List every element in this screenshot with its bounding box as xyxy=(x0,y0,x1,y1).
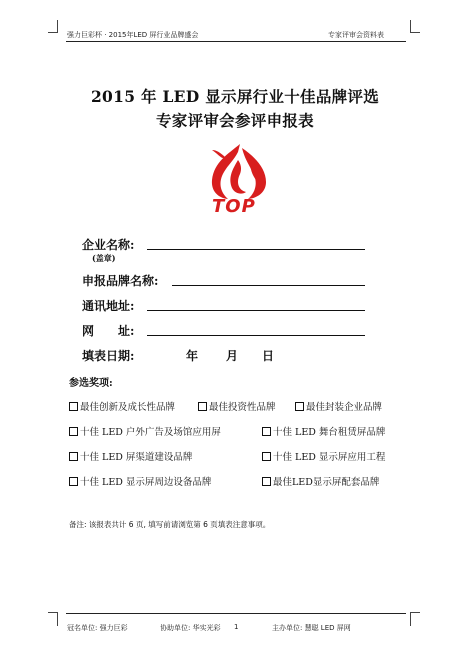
crop-mark xyxy=(48,32,58,33)
checkbox-icon[interactable] xyxy=(69,427,78,436)
footer-sponsor: 协助单位: 华实光彩 xyxy=(160,624,221,632)
page-subtitle: 专家评审会参评申报表 xyxy=(155,111,314,130)
checkbox-icon[interactable] xyxy=(69,477,78,486)
page-title: 2015 年 LED 显示屏行业十佳品牌评选 xyxy=(90,87,380,106)
note-text: 备注: 该报表共计 6 页, 填写前请浏览第 6 页填表注意事项。 xyxy=(69,520,271,529)
award-option[interactable]: 十佳 LED 屏渠道建设品牌 xyxy=(69,449,192,463)
footer-organizer: 冠名单位: 强力巨彩 xyxy=(67,624,128,632)
award-option[interactable]: 十佳 LED 户外广告及场馆应用屏 xyxy=(69,424,221,438)
checkbox-icon[interactable] xyxy=(198,402,207,411)
logo-text: TOP xyxy=(212,196,256,217)
footer-host: 主办单位: 慧聪 LED 屏网 xyxy=(272,624,351,632)
checkbox-icon[interactable] xyxy=(262,477,271,486)
date-label: 填表日期: xyxy=(82,349,135,363)
checkbox-icon[interactable] xyxy=(262,452,271,461)
crop-mark xyxy=(410,612,411,626)
header-left: 强力巨彩杯 · 2015年LED 屏行业品牌盛会 xyxy=(67,31,199,39)
checkbox-icon[interactable] xyxy=(262,427,271,436)
checkbox-icon[interactable] xyxy=(295,402,304,411)
company-name-label: 企业名称: xyxy=(82,238,135,252)
brand-name-field[interactable] xyxy=(172,285,365,286)
checkbox-icon[interactable] xyxy=(69,452,78,461)
crop-mark xyxy=(48,612,58,613)
page-number: 1 xyxy=(234,623,239,631)
crop-mark xyxy=(410,32,420,33)
award-option[interactable]: 最佳投资性品牌 xyxy=(198,399,276,413)
company-name-field[interactable] xyxy=(147,249,365,250)
address-field[interactable] xyxy=(147,310,365,311)
award-option[interactable]: 最佳LED显示屏配套品牌 xyxy=(262,474,379,488)
footer-rule xyxy=(66,613,406,614)
date-month: 月 xyxy=(226,349,239,363)
brand-name-label: 申报品牌名称: xyxy=(82,274,159,288)
crop-mark xyxy=(57,612,58,626)
date-year: 年 xyxy=(186,349,199,363)
address-label: 通讯地址: xyxy=(82,299,135,313)
award-option[interactable]: 最佳创新及成长性品牌 xyxy=(69,399,175,413)
award-option[interactable]: 十佳 LED 显示屏周边设备品牌 xyxy=(69,474,211,488)
award-option[interactable]: 最佳封装企业品牌 xyxy=(295,399,382,413)
awards-label: 参选奖项: xyxy=(69,378,113,389)
website-field[interactable] xyxy=(147,335,365,336)
header-right: 专家评审会资料表 xyxy=(328,31,384,39)
award-option[interactable]: 十佳 LED 显示屏应用工程 xyxy=(262,449,385,463)
date-day: 日 xyxy=(262,349,275,363)
top-logo xyxy=(200,138,280,218)
award-option[interactable]: 十佳 LED 舞台租赁屏品牌 xyxy=(262,424,385,438)
checkbox-icon[interactable] xyxy=(69,402,78,411)
header-rule xyxy=(66,41,406,42)
website-label: 网 址: xyxy=(82,324,135,338)
seal-note: (盖章) xyxy=(92,253,116,263)
crop-mark xyxy=(410,612,420,613)
